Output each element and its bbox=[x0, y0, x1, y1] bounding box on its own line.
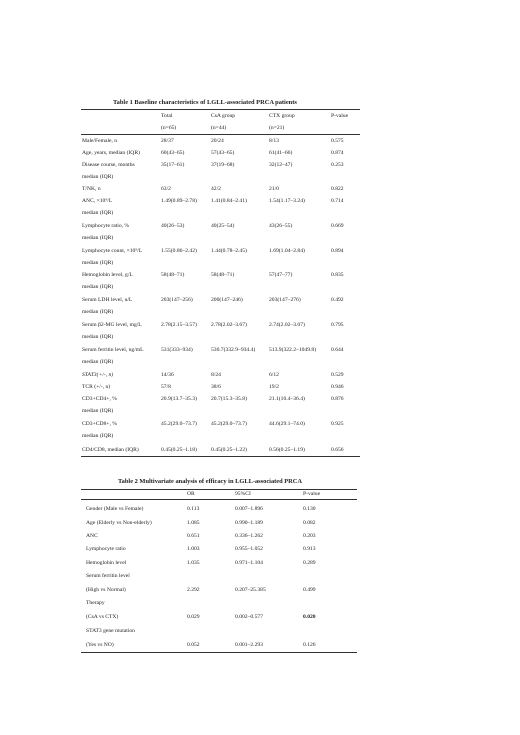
table1-row-label: STAT3(+/-, n) bbox=[82, 372, 114, 378]
table1-cell: 37(19–68) bbox=[211, 162, 235, 168]
table1-cell: 58(48–71) bbox=[211, 272, 235, 278]
table1-row-label: median (IQR) bbox=[82, 210, 114, 216]
table1-cell: 57(47–77) bbox=[269, 272, 293, 278]
table2-cell: 0.336–1.262 bbox=[235, 533, 263, 539]
table1-title: Table 1 Baseline characteristics of LGLL-associated PRCA patients bbox=[113, 99, 297, 106]
table1-cell: 0.835 bbox=[331, 272, 344, 278]
table2-cell: 0.113 bbox=[187, 506, 200, 512]
table1-cell: 32(12–47) bbox=[269, 162, 293, 168]
table1-cell: 19/2 bbox=[269, 384, 279, 390]
table1-row-label: Hemoglobin level, g/L bbox=[82, 272, 133, 278]
table2-header-cell: 95%CI bbox=[235, 491, 251, 497]
table1-cell: 1.49(0.89–2.78) bbox=[161, 198, 197, 204]
table2-header-cell: OR bbox=[187, 491, 195, 497]
table1-cell: 2.78(2.15–3.57) bbox=[161, 322, 197, 328]
table1-row-label: Serum ferritin level, ng/mL bbox=[82, 347, 144, 353]
table1-cell: 0.822 bbox=[331, 186, 344, 192]
table1-row-label: median (IQR) bbox=[82, 260, 114, 266]
table1-cell: 45.2(29.0–73.7) bbox=[211, 421, 247, 427]
table1-row-label: Male/Female, n bbox=[82, 138, 118, 144]
table1-header-cell: CTX group bbox=[269, 113, 295, 119]
table1-top-rule bbox=[81, 109, 360, 110]
table1-cell: 57/8 bbox=[161, 384, 171, 390]
table2-row-label: (High vs Normal) bbox=[86, 587, 126, 593]
table2-header-cell: P-value bbox=[303, 491, 321, 497]
table1-cell: 6/12 bbox=[269, 372, 279, 378]
table1-cell: 0.894 bbox=[331, 248, 344, 254]
table1-row-label: TCR (+/-, n) bbox=[82, 384, 111, 390]
table1-cell: 0.925 bbox=[331, 421, 344, 427]
table1-cell: 20/24 bbox=[211, 138, 224, 144]
table1-cell: 0.253 bbox=[331, 162, 344, 168]
table1-cell: 2.74(2.02–3.07) bbox=[269, 322, 305, 328]
table1-cell: 0.714 bbox=[331, 198, 344, 204]
table1-cell: 203(147–276) bbox=[269, 297, 301, 303]
table1-cell: 63/2 bbox=[161, 186, 171, 192]
table1-cell: 28/37 bbox=[161, 138, 174, 144]
table1-header-cell: P-value bbox=[331, 113, 349, 119]
table1-cell: 44.6(29.1–74.0) bbox=[269, 421, 305, 427]
table1-cell: 45.2(29.0–73.7) bbox=[161, 421, 197, 427]
table1-cell: 42/2 bbox=[211, 186, 221, 192]
table2-cell: 0.029 bbox=[187, 614, 200, 620]
table1-row-label: ANC, ×10⁹/L bbox=[82, 198, 113, 204]
table1-cell: 0.45(0.25–1.18) bbox=[161, 447, 197, 453]
table1-cell: 21/0 bbox=[269, 186, 279, 192]
table1-row-label: Serum LDH level, u/L bbox=[82, 297, 133, 303]
table2-row-label: STAT3 gene mutation bbox=[86, 628, 135, 634]
table1-cell: 35(17–61) bbox=[161, 162, 185, 168]
table1-cell: 530.7(332.9–934.4) bbox=[211, 347, 256, 353]
table1-cell: 40(26–53) bbox=[161, 223, 185, 229]
table1-cell: 20.9(13.7–35.3) bbox=[161, 396, 197, 402]
table2-cell: 0.130 bbox=[303, 506, 316, 512]
table2-cell: 0.203 bbox=[303, 533, 316, 539]
table1-row-label: CD4/CD8, median (IQR) bbox=[82, 447, 139, 453]
table1-cell: 0.529 bbox=[331, 372, 344, 378]
table1-header-cell: (n=21) bbox=[269, 125, 285, 131]
table1-row-label: Lymphocyte count, ×10⁹/L bbox=[82, 248, 143, 254]
table1-row-label: median (IQR) bbox=[82, 359, 114, 365]
table2-row-label: Age (Elderly vs Non-elderly) bbox=[86, 520, 152, 526]
table1-cell: 60(43–65) bbox=[161, 150, 185, 156]
table2-cell: 2.292 bbox=[187, 587, 200, 593]
table1-row-label: median (IQR) bbox=[82, 408, 114, 414]
table1-header-cell: (n=65) bbox=[161, 125, 177, 131]
table1-cell: 8/24 bbox=[211, 372, 221, 378]
table2-cell: 0.971–1.104 bbox=[235, 560, 263, 566]
table1-row-label: Age, years, median (IQR) bbox=[82, 150, 140, 156]
table1-row-label: median (IQR) bbox=[82, 174, 114, 180]
table1-cell: 61(41–66) bbox=[269, 150, 293, 156]
table1-cell: 0.644 bbox=[331, 347, 344, 353]
table1-cell: 8/13 bbox=[269, 138, 279, 144]
table2-row-label: ANC bbox=[86, 533, 98, 539]
table2-header-rule bbox=[81, 499, 357, 500]
table2-cell: 0.007–1.896 bbox=[235, 506, 263, 512]
table1-cell: 1.41(0.84–2.41) bbox=[211, 198, 247, 204]
table2-cell: 0.207–25.385 bbox=[235, 587, 266, 593]
table1-cell: 0.946 bbox=[331, 384, 344, 390]
table1-cell: 1.44(0.78–2.45) bbox=[211, 248, 247, 254]
table1-cell: 58(48–71) bbox=[161, 272, 185, 278]
table2-cell: 1.035 bbox=[187, 560, 200, 566]
table2-row-label: (CsA vs CTX) bbox=[86, 614, 119, 620]
table1-cell: 0.45(0.25–1.22) bbox=[211, 447, 247, 453]
table2-title: Table 2 Multivariate analysis of efficacy in LGLL-associated PRCA bbox=[118, 478, 303, 485]
table1-header-cell: (n=44) bbox=[211, 125, 227, 131]
table2-bottom-rule bbox=[81, 652, 357, 653]
table1-cell: 0.874 bbox=[331, 150, 344, 156]
table1-cell: 0.656 bbox=[331, 447, 344, 453]
table1-row-label: median (IQR) bbox=[82, 334, 114, 340]
table2-cell: 1.085 bbox=[187, 520, 200, 526]
table1-cell: 200(147–246) bbox=[211, 297, 243, 303]
table2-row-label: Serum ferritin level bbox=[86, 573, 130, 579]
table2-cell: 0.913 bbox=[303, 546, 316, 552]
table1-cell: 1.69(1.04–2.84) bbox=[269, 248, 305, 254]
table1-cell: 14/36 bbox=[161, 372, 174, 378]
table1-cell: 0.492 bbox=[331, 297, 344, 303]
table1-cell: 57(43–65) bbox=[211, 150, 235, 156]
table2-cell: 0.082 bbox=[303, 520, 316, 526]
table2-cell: 0.955–1.052 bbox=[235, 546, 263, 552]
table1-row-label: Disease course, months bbox=[82, 162, 135, 168]
table1-cell: 0.669 bbox=[331, 223, 344, 229]
table1-cell: 0.795 bbox=[331, 322, 344, 328]
table1-cell: 2.78(2.02–3.67) bbox=[211, 322, 247, 328]
table2-cell: 0.002–0.577 bbox=[235, 614, 263, 620]
table1-cell: 40(25–54) bbox=[211, 223, 235, 229]
table1-cell: 38/6 bbox=[211, 384, 221, 390]
table1-row-label: CD3+CD4+, % bbox=[82, 396, 117, 402]
table2-row-label: Gender (Male vs Female) bbox=[86, 506, 144, 512]
table1-row-label: CD3+CD8+, % bbox=[82, 421, 117, 427]
table2-cell: 0.499 bbox=[303, 587, 316, 593]
table1-cell: 43(26–55) bbox=[269, 223, 293, 229]
table1-row-label: Serum β2-MG level, mg/L bbox=[82, 322, 142, 328]
table2-cell: 0.052 bbox=[187, 642, 200, 648]
table1-cell: 531(333–934) bbox=[161, 347, 193, 353]
table2-row-label: Therapy bbox=[86, 600, 105, 606]
table2-row-label: (Yes vs NO) bbox=[86, 642, 114, 648]
table1-cell: 0.575 bbox=[331, 138, 344, 144]
table1-header-cell: CsA group bbox=[211, 113, 236, 119]
table1-cell: 0.876 bbox=[331, 396, 344, 402]
table1-bottom-rule bbox=[81, 456, 360, 457]
table1-row-label: Lymphocyte ratio, % bbox=[82, 223, 130, 229]
table1-header-rule bbox=[81, 134, 360, 135]
table2-cell: 0.001–2.293 bbox=[235, 642, 263, 648]
table2-cell: 0.020 bbox=[303, 614, 316, 620]
table1-cell: 21.1(10.4–36.4) bbox=[269, 396, 305, 402]
table2-top-rule bbox=[81, 489, 357, 490]
table2-cell: 1.003 bbox=[187, 546, 200, 552]
table1-cell: 203(147–256) bbox=[161, 297, 193, 303]
table1-row-label: median (IQR) bbox=[82, 235, 114, 241]
table2-row-label: Lymphocyte ratio bbox=[86, 546, 126, 552]
table1-cell: 20.7(15.3–35.8) bbox=[211, 396, 247, 402]
table2-row-label: Hemoglobin level bbox=[86, 560, 127, 566]
table1-cell: 1.55(0.86–2.42) bbox=[161, 248, 197, 254]
table1-row-label: T/NK, n bbox=[82, 186, 101, 192]
table2-cell: 0.289 bbox=[303, 560, 316, 566]
table1-row-label: median (IQR) bbox=[82, 433, 114, 439]
table1-cell: 1.54(1.17–3.24) bbox=[269, 198, 305, 204]
table1-row-label: median (IQR) bbox=[82, 309, 114, 315]
table1-cell: 513.9(322.2–1049.8) bbox=[269, 347, 317, 353]
table2-cell: 0.126 bbox=[303, 642, 316, 648]
table2-cell: 0.651 bbox=[187, 533, 200, 539]
table1-cell: 0.56(0.25–1.19) bbox=[269, 447, 305, 453]
table1-row-label: median (IQR) bbox=[82, 284, 114, 290]
table2-cell: 0.990–1.189 bbox=[235, 520, 263, 526]
table1-header-cell: Total bbox=[161, 113, 173, 119]
